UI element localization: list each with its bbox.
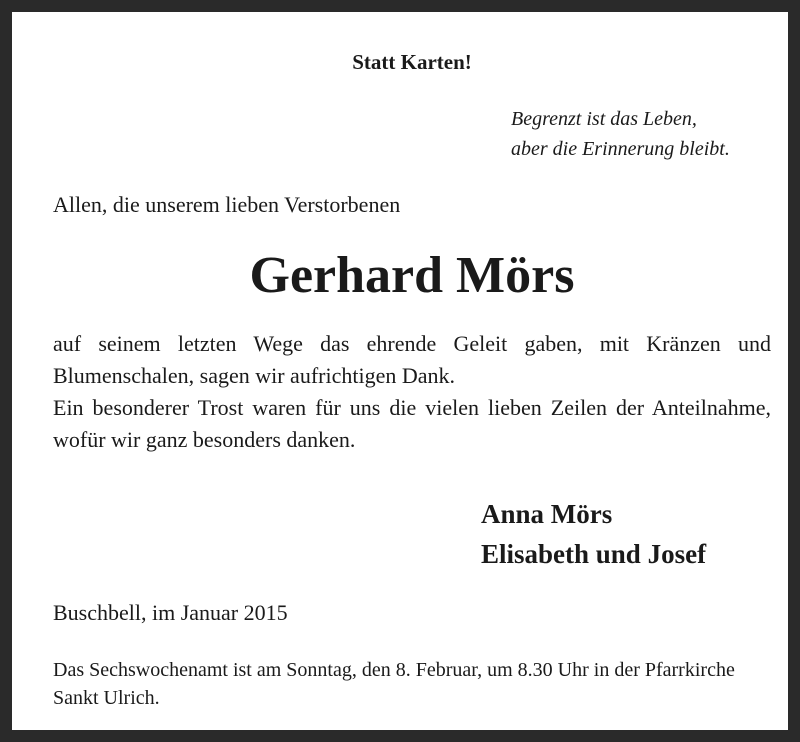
- mass-notice: Das Sechswochenamt ist am Sonntag, den 8. Februar, um 8.30 Uhr in der Pfarrkirche Sankt Ulrich.: [53, 659, 735, 709]
- motto-line-1: Begrenzt ist das Leben,: [511, 108, 697, 130]
- signature-line-1: Anna Mörs: [481, 499, 613, 529]
- signature-line-2: Elisabeth und Josef: [481, 539, 707, 569]
- place-date-line: Buschbell, im Januar 2015: [53, 600, 288, 625]
- intro-text: Allen, die unserem lieben Verstorbenen: [53, 192, 401, 217]
- motto-quote: [511, 104, 730, 164]
- motto-line-2: aber die Erinnerung bleibt.: [511, 138, 730, 160]
- deceased-name: Gerhard Mörs: [249, 247, 575, 304]
- thanks-paragraph-1: auf seinem letzten Wege das ehrende Geleit gaben, mit Kränzen und Blumenschalen, sagen wir aufrichtigen Dank.: [53, 331, 771, 388]
- signatures-block: [481, 494, 706, 574]
- thanks-paragraph-2: Ein besonderer Trost waren für uns die vielen lieben Zeilen der Anteilnahme, wofür wir ganz besonders danken.: [53, 395, 771, 452]
- card-header-title: Statt Karten!: [352, 50, 472, 74]
- thanks-body: [53, 328, 771, 456]
- obituary-card-content: [28, 28, 796, 738]
